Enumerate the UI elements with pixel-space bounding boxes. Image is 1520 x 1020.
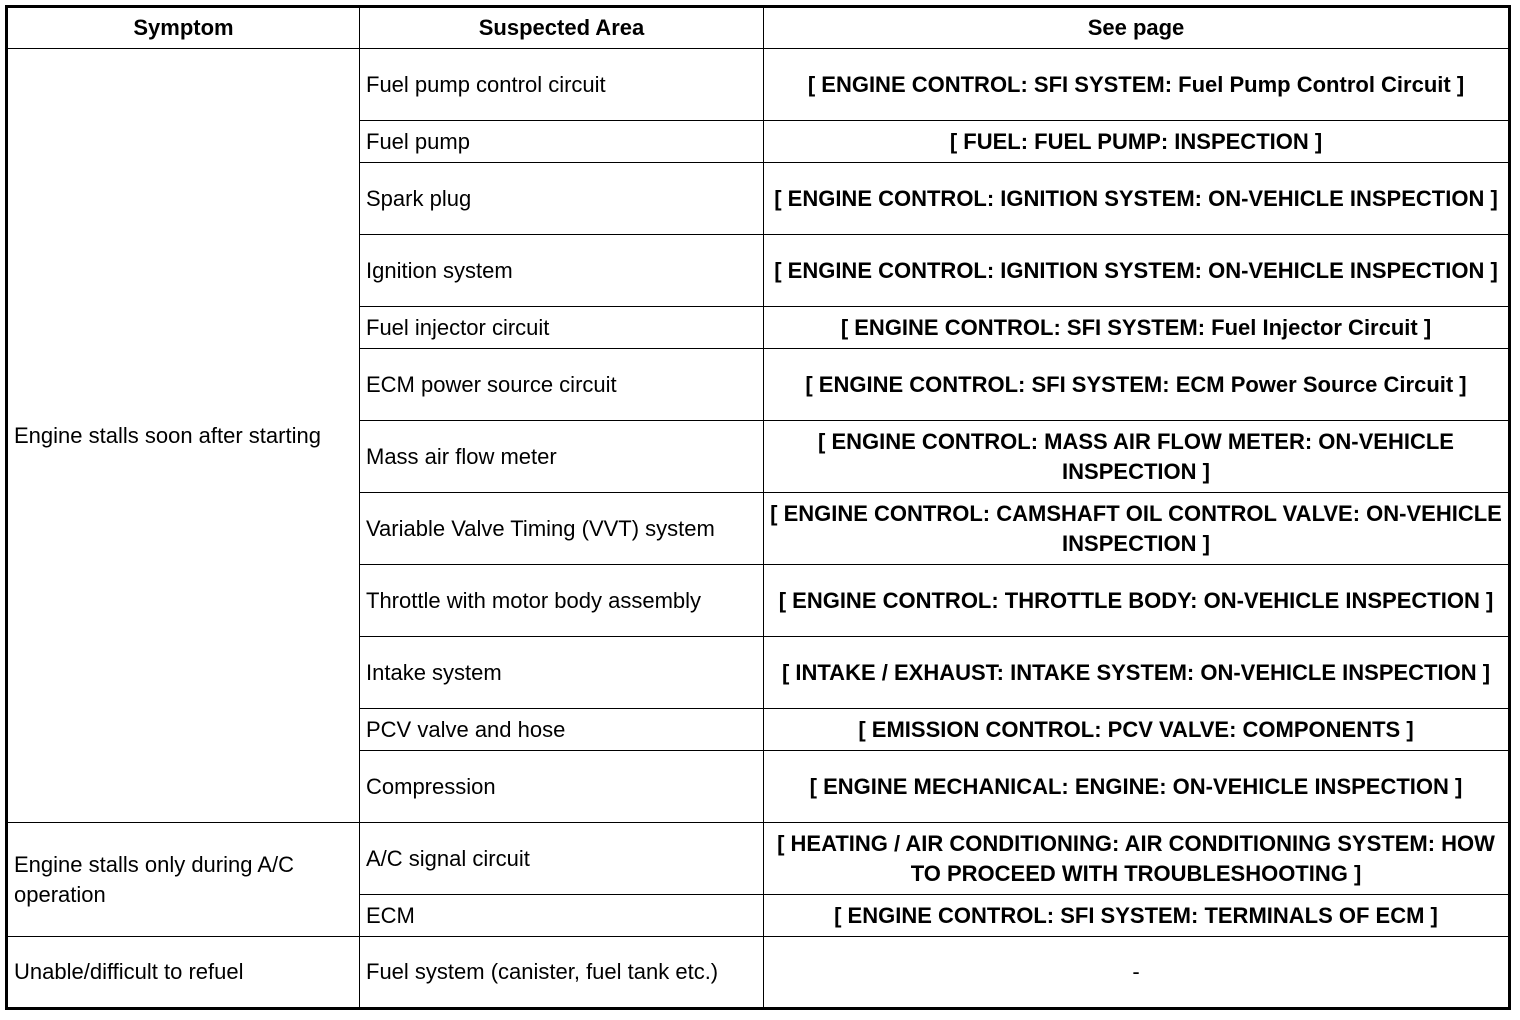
see-page-link[interactable]: [ ENGINE CONTROL: MASS AIR FLOW METER: ON-VEHICLE INSPECTION ]: [764, 421, 1510, 493]
suspected-area-cell: Intake system: [360, 637, 764, 709]
header-row: [7, 7, 1510, 49]
symptom-cell: Engine stalls only during A/C operation: [7, 823, 360, 937]
suspected-area-cell: Spark plug: [360, 163, 764, 235]
header-suspected-area: Suspected Area: [360, 7, 764, 49]
see-page-link[interactable]: [ HEATING / AIR CONDITIONING: AIR CONDITIONING SYSTEM: HOW TO PROCEED WITH TROUBLESHOOTING ]: [764, 823, 1510, 895]
see-page-link[interactable]: [ ENGINE CONTROL: SFI SYSTEM: ECM Power Source Circuit ]: [764, 349, 1510, 421]
see-page-link[interactable]: [ ENGINE MECHANICAL: ENGINE: ON-VEHICLE INSPECTION ]: [764, 751, 1510, 823]
see-page-link[interactable]: [ INTAKE / EXHAUST: INTAKE SYSTEM: ON-VEHICLE INSPECTION ]: [764, 637, 1510, 709]
suspected-area-cell: A/C signal circuit: [360, 823, 764, 895]
suspected-area-cell: ECM power source circuit: [360, 349, 764, 421]
see-page-link[interactable]: [ ENGINE CONTROL: SFI SYSTEM: Fuel Injector Circuit ]: [764, 307, 1510, 349]
see-page-link[interactable]: [ ENGINE CONTROL: THROTTLE BODY: ON-VEHICLE INSPECTION ]: [764, 565, 1510, 637]
suspected-area-cell: Mass air flow meter: [360, 421, 764, 493]
suspected-area-cell: Compression: [360, 751, 764, 823]
suspected-area-cell: PCV valve and hose: [360, 709, 764, 751]
see-page-link[interactable]: [ ENGINE CONTROL: IGNITION SYSTEM: ON-VEHICLE INSPECTION ]: [764, 235, 1510, 307]
suspected-area-cell: Fuel injector circuit: [360, 307, 764, 349]
symptom-cell: Engine stalls soon after starting: [7, 49, 360, 823]
suspected-area-cell: Ignition system: [360, 235, 764, 307]
table-row: [7, 49, 1510, 121]
suspected-area-cell: Throttle with motor body assembly: [360, 565, 764, 637]
troubleshooting-sheet: [5, 5, 1511, 1010]
see-page-empty: -: [764, 937, 1510, 1009]
see-page-link[interactable]: [ FUEL: FUEL PUMP: INSPECTION ]: [764, 121, 1510, 163]
header-see-page: See page: [764, 7, 1510, 49]
symptom-cell: Unable/difficult to refuel: [7, 937, 360, 1009]
see-page-link[interactable]: [ ENGINE CONTROL: SFI SYSTEM: Fuel Pump Control Circuit ]: [764, 49, 1510, 121]
troubleshooting-table: [5, 5, 1511, 1010]
see-page-link[interactable]: [ EMISSION CONTROL: PCV VALVE: COMPONENTS ]: [764, 709, 1510, 751]
see-page-link[interactable]: [ ENGINE CONTROL: SFI SYSTEM: TERMINALS OF ECM ]: [764, 895, 1510, 937]
suspected-area-cell: Fuel pump: [360, 121, 764, 163]
table-row: [7, 823, 1510, 895]
suspected-area-cell: Fuel system (canister, fuel tank etc.): [360, 937, 764, 1009]
see-page-link[interactable]: [ ENGINE CONTROL: CAMSHAFT OIL CONTROL VALVE: ON-VEHICLE INSPECTION ]: [764, 493, 1510, 565]
table-row: [7, 937, 1510, 1009]
suspected-area-cell: Variable Valve Timing (VVT) system: [360, 493, 764, 565]
header-symptom: Symptom: [7, 7, 360, 49]
see-page-link[interactable]: [ ENGINE CONTROL: IGNITION SYSTEM: ON-VEHICLE INSPECTION ]: [764, 163, 1510, 235]
suspected-area-cell: ECM: [360, 895, 764, 937]
suspected-area-cell: Fuel pump control circuit: [360, 49, 764, 121]
